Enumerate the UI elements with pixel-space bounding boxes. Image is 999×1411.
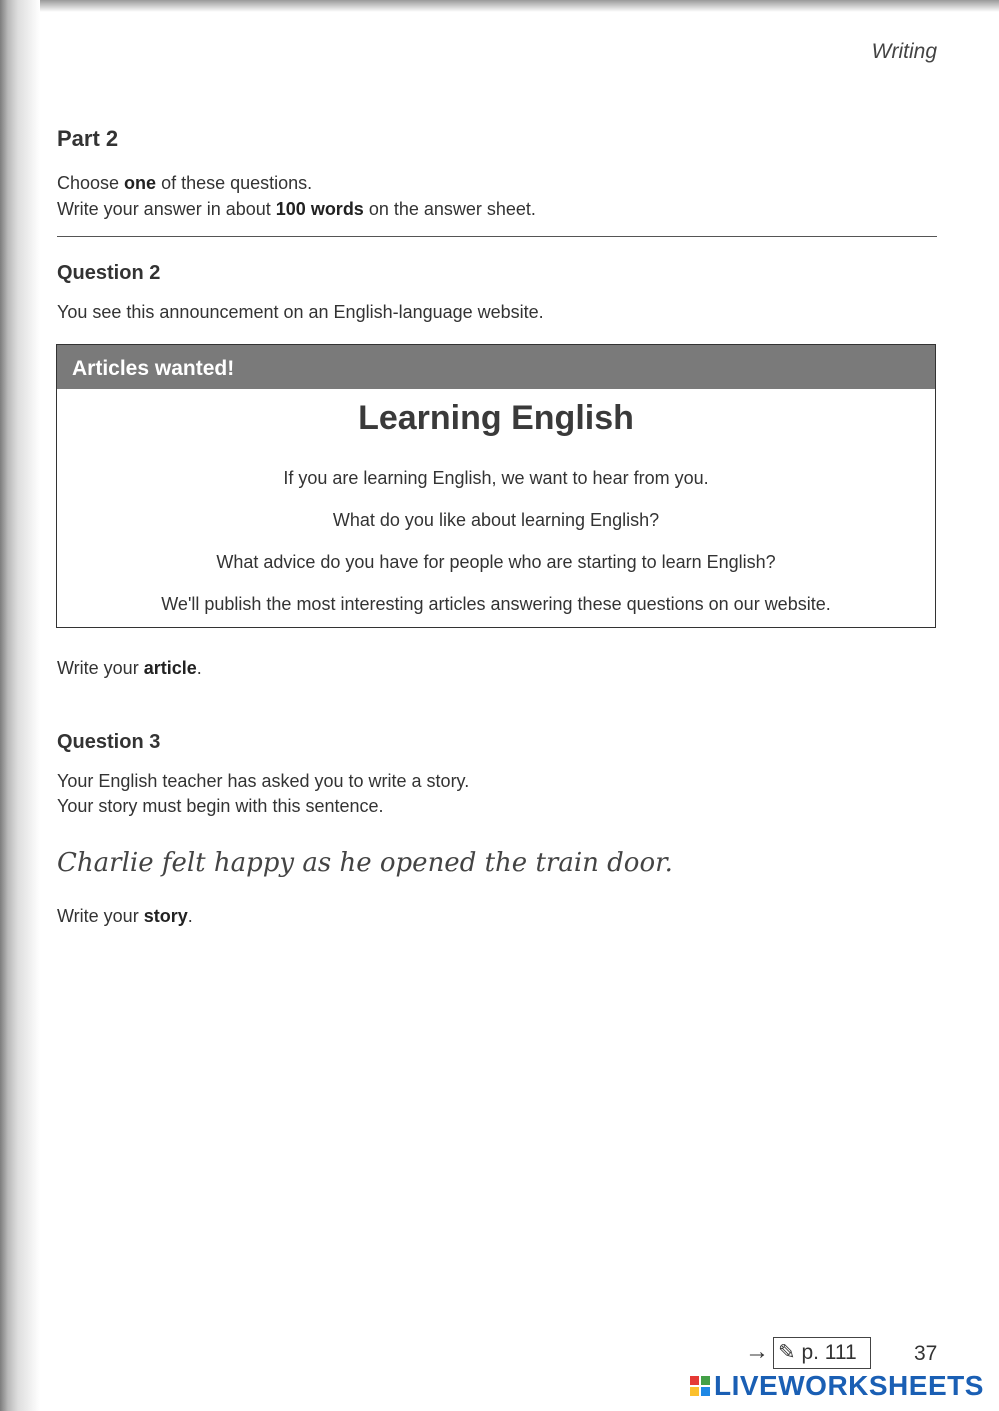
story-opening-sentence: Charlie felt happy as he opened the train door.	[57, 848, 673, 878]
running-head: Writing	[871, 40, 937, 63]
section-divider	[57, 236, 937, 237]
page-top-shadow	[0, 0, 999, 12]
liveworksheets-logo-icon	[690, 1376, 710, 1396]
question-2-title: Question 2	[57, 262, 161, 284]
announcement-title: Learning English	[358, 399, 634, 437]
announcement-line-2: What do you like about learning English?	[332, 510, 660, 530]
book-spine-shadow	[0, 0, 40, 1411]
announcement-line-1: If you are learning English, we want to hear from you.	[283, 468, 709, 488]
page-reference: ✎ p. 111	[773, 1337, 871, 1369]
liveworksheets-watermark: LIVEWORKSHEETS	[690, 1370, 984, 1402]
question-2-intro: You see this announcement on an English-language website.	[57, 302, 544, 322]
announcement-box	[56, 344, 936, 628]
page-number: 37	[914, 1342, 938, 1365]
announcement-line-4: We'll publish the most interesting articles answering these questions on our website.	[161, 594, 831, 614]
arrow-right-icon: →	[745, 1338, 769, 1365]
question-3-line-2: Your story must begin with this sentence.	[57, 796, 384, 816]
question-2-task: Write your article.	[57, 658, 202, 678]
instruction-line-2: Write your answer in about 100 words on the answer sheet.	[57, 199, 536, 219]
instruction-line-1: Choose one of these questions.	[57, 173, 313, 193]
question-3-line-1: Your English teacher has asked you to write a story.	[57, 771, 470, 791]
part-title: Part 2	[57, 126, 119, 151]
question-3-task: Write your story.	[57, 906, 193, 926]
announcement-line-3: What advice do you have for people who are starting to learn English?	[216, 552, 776, 572]
announcement-header: Articles wanted!	[57, 345, 935, 389]
question-3-title: Question 3	[57, 731, 161, 753]
pencil-icon: ✎	[778, 1341, 796, 1364]
